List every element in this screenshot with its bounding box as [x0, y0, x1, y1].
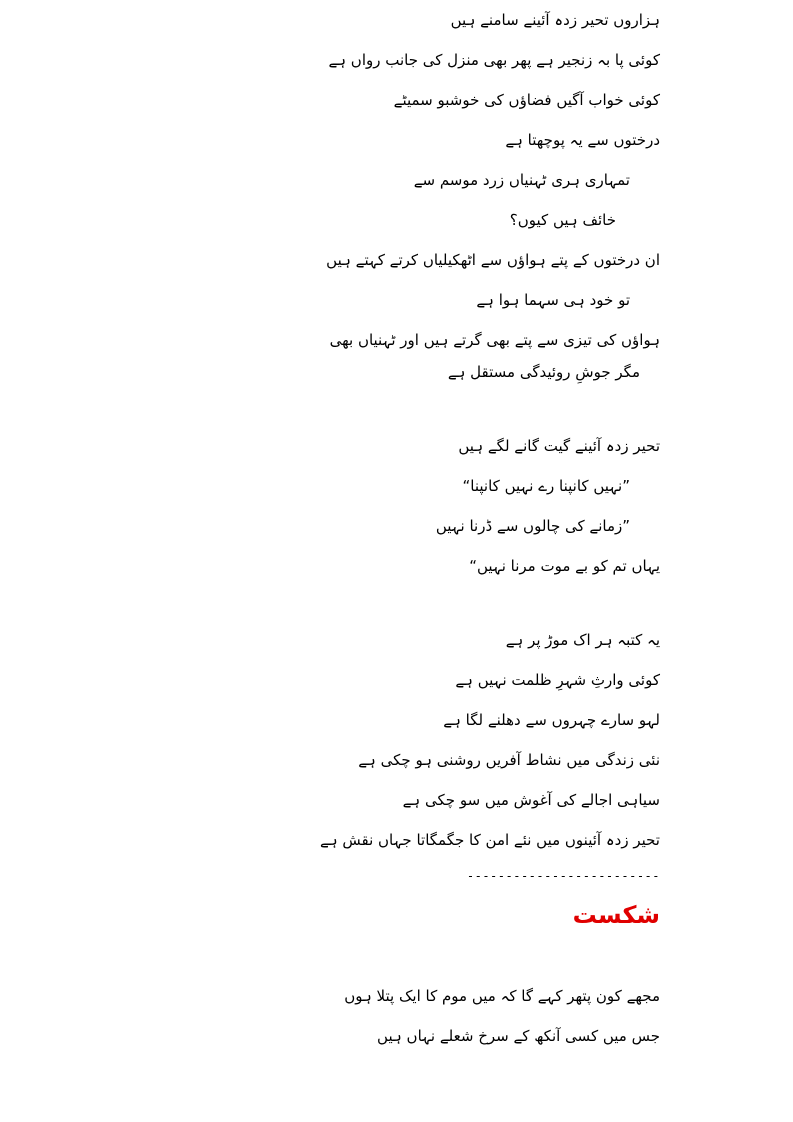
poem-line: لہو سارے چہروں سے دھلنے لگا ہے	[443, 711, 660, 729]
poem-line: درختوں سے یہ پوچھتا ہے	[505, 131, 660, 149]
poem-line: تحیر زدہ آئینوں میں نئے امن کا جگمگاتا جہاں نقش ہے	[320, 831, 660, 849]
poem-line: کوئی خواب آگیں فضاؤں کی خوشبو سمیٹے	[393, 91, 660, 109]
poem-line: ان درختوں کے پتے ہواؤں سے اٹھکیلیاں کرتے کہتے ہیں	[326, 251, 660, 269]
poem-line: کوئی وارثِ شہرِ ظلمت نہیں ہے	[455, 671, 660, 689]
poem-line: مگر جوشِ روئیدگی مستقل ہے	[447, 363, 640, 381]
poem-line: ہزاروں تحیر زدہ آئینے سامنے ہیں	[450, 11, 660, 29]
poem-column	[230, 8, 660, 1064]
poem-line: جس میں کسی آنکھ کے سرخ شعلے نہاں ہیں	[377, 1027, 660, 1045]
poem-line: تمہاری ہری ٹہنیاں زرد موسم سے	[413, 171, 630, 189]
section-divider: -------------------------	[466, 869, 660, 883]
poem-title: شکست	[572, 901, 660, 929]
poem-line: ”نہیں کانپنا رے نہیں کانپنا“	[462, 477, 630, 495]
poem-line: یہ کتبہ ہر اک موڑ پر ہے	[505, 631, 660, 649]
poem-line: مجھے کون پتھر کہے گا کہ میں موم کا ایک پتلا ہوں	[344, 987, 660, 1005]
poem-line: خائف ہیں کیوں؟	[509, 211, 616, 229]
poem-line: یہاں تم کو بے موت مرنا نہیں“	[469, 557, 660, 575]
poem-line: ”زمانے کی چالوں سے ڈرنا نہیں	[435, 517, 630, 535]
poem-line: ہواؤں کی تیزی سے پتے بھی گرتے ہیں اور ٹہنیاں بھی	[329, 331, 660, 349]
poem-line: تحیر زدہ آئینے گیت گانے لگے ہیں	[458, 437, 660, 455]
poem-line: کوئی پا بہ زنجیر ہے پھر بھی منزل کی جانب رواں ہے	[328, 51, 660, 69]
poem-line: سیاہی اجالے کی آغوش میں سو چکی ہے	[402, 791, 660, 809]
poem-line: تو خود ہی سہما ہوا ہے	[476, 291, 630, 309]
poem-line: نئی زندگی میں نشاط آفریں روشنی ہو چکی ہے	[358, 751, 660, 769]
